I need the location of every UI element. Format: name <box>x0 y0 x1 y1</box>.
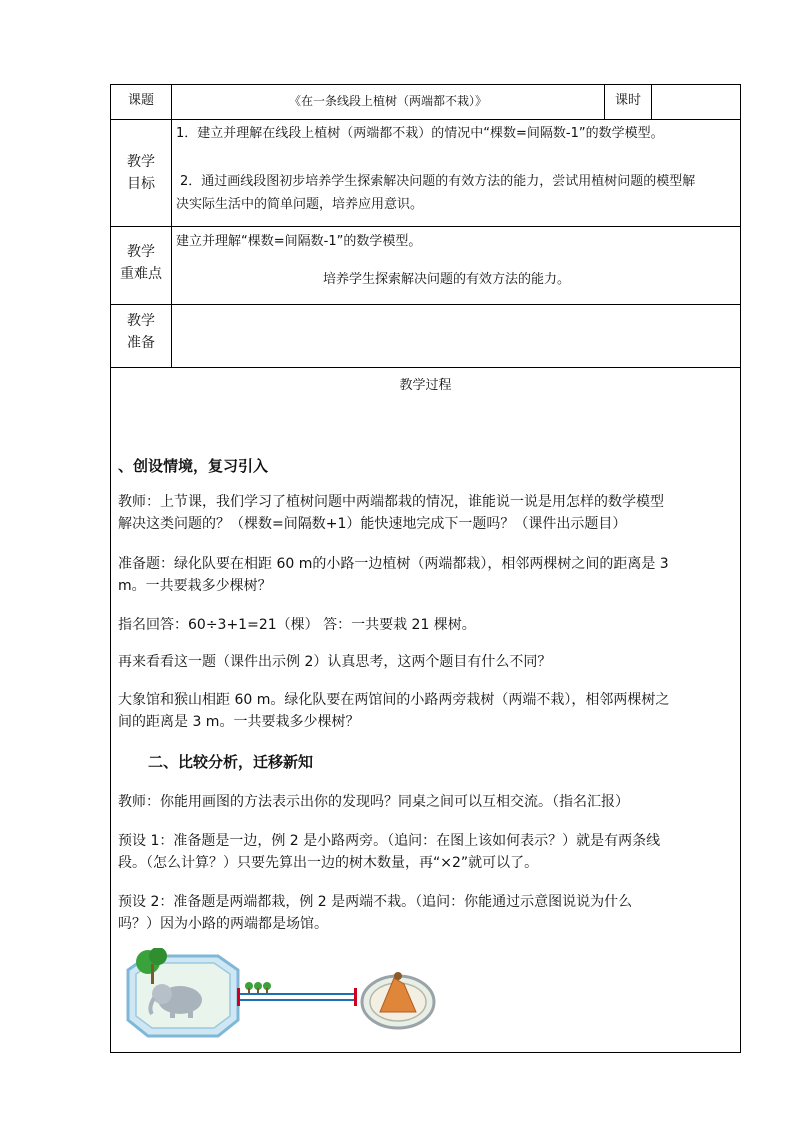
preparation-label-line1: 教学 <box>127 313 155 329</box>
para7-line1: 预设 1：准备题是一边，例 2 是小路两旁。（追问：在图上该如何表示？）就是有两条线 <box>118 833 661 849</box>
table-border-right <box>740 84 741 1053</box>
tree-icons <box>245 982 271 994</box>
keypoints-label-line2: 重难点 <box>120 266 162 282</box>
objectives-label-line1: 教学 <box>127 154 155 170</box>
row-divider-2 <box>110 226 741 227</box>
table-border-top <box>110 84 741 85</box>
topic-value: 《在一条线段上植树（两端都不栽）》 <box>288 94 487 108</box>
para7-line2: 段。（怎么计算？）只要先算出一边的树木数量，再“×2”就可以了。 <box>118 855 539 871</box>
para2-line2: m。一共要栽多少棵树？ <box>118 578 272 594</box>
para6: 教师：你能用画图的方法表示出你的发现吗？同桌之间可以互相交流。（指名汇报） <box>118 794 629 810</box>
row-divider-4 <box>110 367 741 368</box>
para1-line2: 解决这类问题的？（棵数=间隔数+1）能快速地完成下一题吗？（课件出示题目） <box>118 516 627 532</box>
road-illustration <box>118 948 440 1044</box>
monkey-hill-illustration <box>362 972 434 1028</box>
row-divider-3 <box>110 304 741 305</box>
road-segment <box>237 988 357 1006</box>
period-label: 课时 <box>614 93 641 108</box>
para5-line1: 大象馆和猴山相距 60 m。绿化队要在两馆间的小路两旁栽树（两端不栽），相邻两棵树之 <box>118 692 670 708</box>
para2-line1: 准备题：绿化队要在相距 60 m的小路一边植树（两端都栽），相邻两棵树之间的距离是 3 <box>118 556 669 572</box>
para8-line1: 预设 2：准备题是两端都栽，例 2 是两端不栽。（追问：你能通过示意图说说为什么 <box>118 894 633 910</box>
section-1-heading: 、创设情境，复习引入 <box>118 457 269 475</box>
objective-item-2-line1: 2．通过画线段图初步培养学生探索解决问题的有效方法的能力，尝试用植树问题的模型解 <box>180 174 696 189</box>
para4: 再来看看这一题（课件出示例 2）认真思考，这两个题目有什么不同？ <box>118 654 552 670</box>
period-divider-2 <box>651 84 652 119</box>
section-2-heading: 二、比较分析，迁移新知 <box>148 753 314 771</box>
table-border-bottom <box>110 1052 741 1053</box>
row-divider-1 <box>110 119 741 120</box>
preparation-label-line2: 准备 <box>127 335 155 351</box>
para3: 指名回答：60÷3+1=21（棵） 答：一共要栽 21 棵树。 <box>118 617 476 633</box>
topic-label: 课题 <box>127 93 154 108</box>
objective-item-2-line2: 决实际生活中的简单问题，培养应用意识。 <box>176 197 424 212</box>
table-border-left <box>110 84 111 1053</box>
keypoints-label-line1: 教学 <box>127 244 155 260</box>
label-column-divider <box>171 84 172 367</box>
key-point-text: 建立并理解“棵数=间隔数-1”的数学模型。 <box>176 234 422 249</box>
objectives-label-line2: 目标 <box>127 176 155 192</box>
objective-item-1: 1．建立并理解在线段上植树（两端都不栽）的情况中“棵数=间隔数-1”的数学模型。 <box>176 126 664 141</box>
para8-line2: 吗？）因为小路的两端都是场馆。 <box>118 916 328 932</box>
para1-line1: 教师：上节课，我们学习了植树问题中两端都栽的情况，谁能说一说是用怎样的数学模型 <box>118 494 664 510</box>
process-title: 教学过程 <box>399 378 452 393</box>
difficulty-text: 培养学生探索解决问题的有效方法的能力。 <box>323 272 571 287</box>
elephant-house-illustration <box>128 948 238 1036</box>
para5-line2: 间的距离是 3 m。一共要栽多少棵树？ <box>118 714 360 730</box>
